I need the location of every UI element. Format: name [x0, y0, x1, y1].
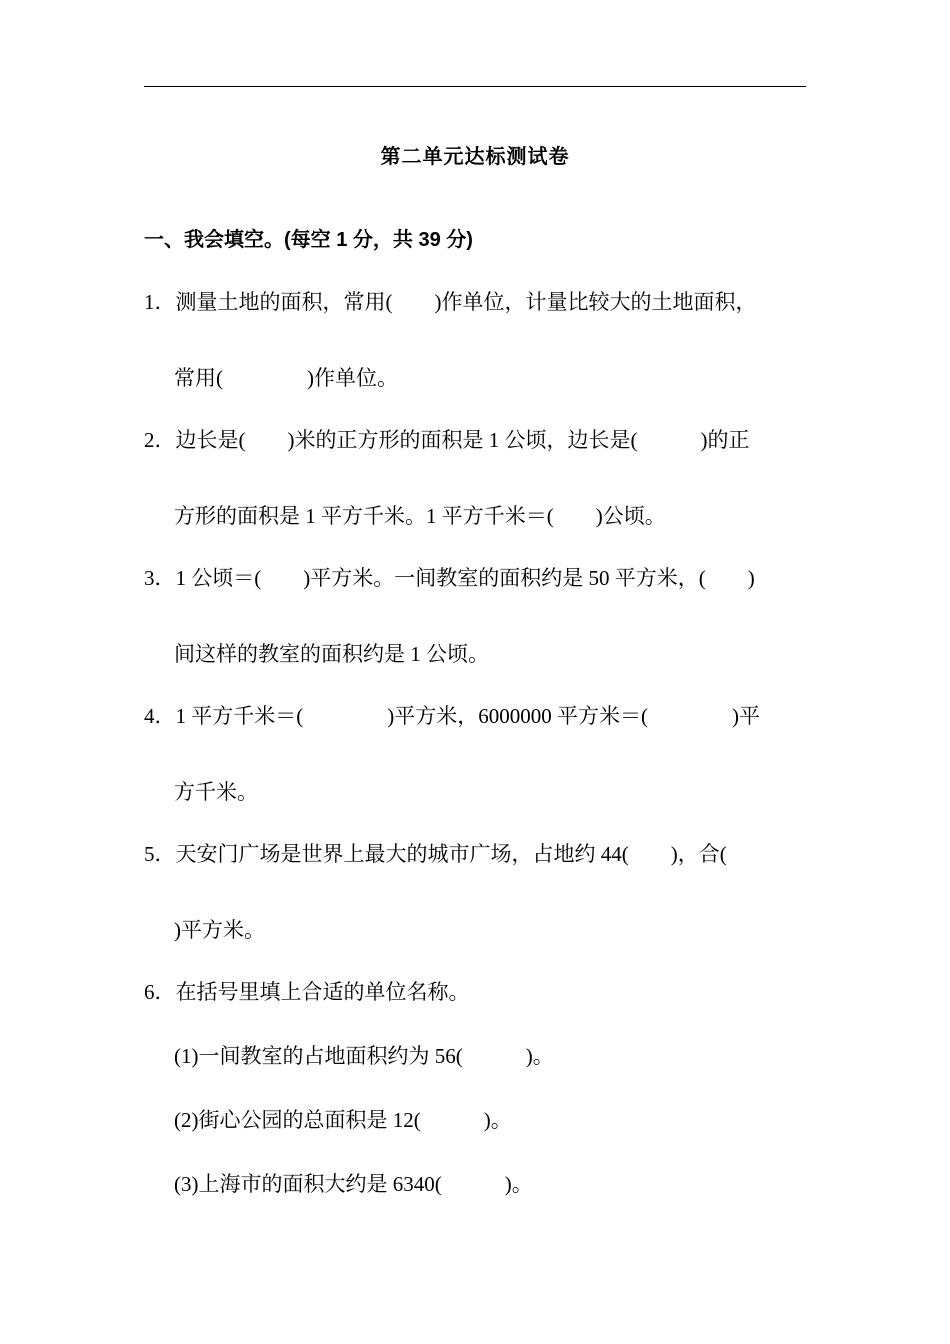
section-heading: 一、我会填空。(每空 1 分，共 39 分) [144, 229, 473, 251]
question-6-sub-3: (3)上海市的面积大约是 6340( )。 [174, 1172, 533, 1196]
question-1-line-1: 1．测量土地的面积，常用( )作单位，计量比较大的土地面积， [144, 290, 757, 314]
question-5-line-1: 5．天安门广场是世界上最大的城市广场，占地约 44( )，合( [144, 842, 727, 866]
question-3-line-1: 3．1 公顷＝( )平方米。一间教室的面积约是 50 平方米，( ) [144, 566, 755, 590]
question-3-line-2: 间这样的教室的面积约是 1 公顷。 [174, 642, 489, 666]
question-4-line-1: 4．1 平方千米＝( )平方米，6000000 平方米＝( )平 [144, 704, 760, 728]
question-6-line-1: 6．在括号里填上合适的单位名称。 [144, 980, 470, 1004]
header-rule [144, 86, 806, 87]
question-2-line-1: 2．边长是( )米的正方形的面积是 1 公顷，边长是( )的正 [144, 428, 750, 452]
question-4-line-2: 方千米。 [174, 780, 258, 804]
question-2-line-2: 方形的面积是 1 平方千米。1 平方千米＝( )公顷。 [174, 504, 666, 528]
question-5-line-2: )平方米。 [174, 918, 265, 942]
page-title: 第二单元达标测试卷 [380, 144, 570, 168]
question-1-line-2: 常用( )作单位。 [174, 366, 398, 390]
question-6-sub-2: (2)街心公园的总面积是 12( )。 [174, 1108, 512, 1132]
question-6-sub-1: (1)一间教室的占地面积约为 56( )。 [174, 1044, 554, 1068]
